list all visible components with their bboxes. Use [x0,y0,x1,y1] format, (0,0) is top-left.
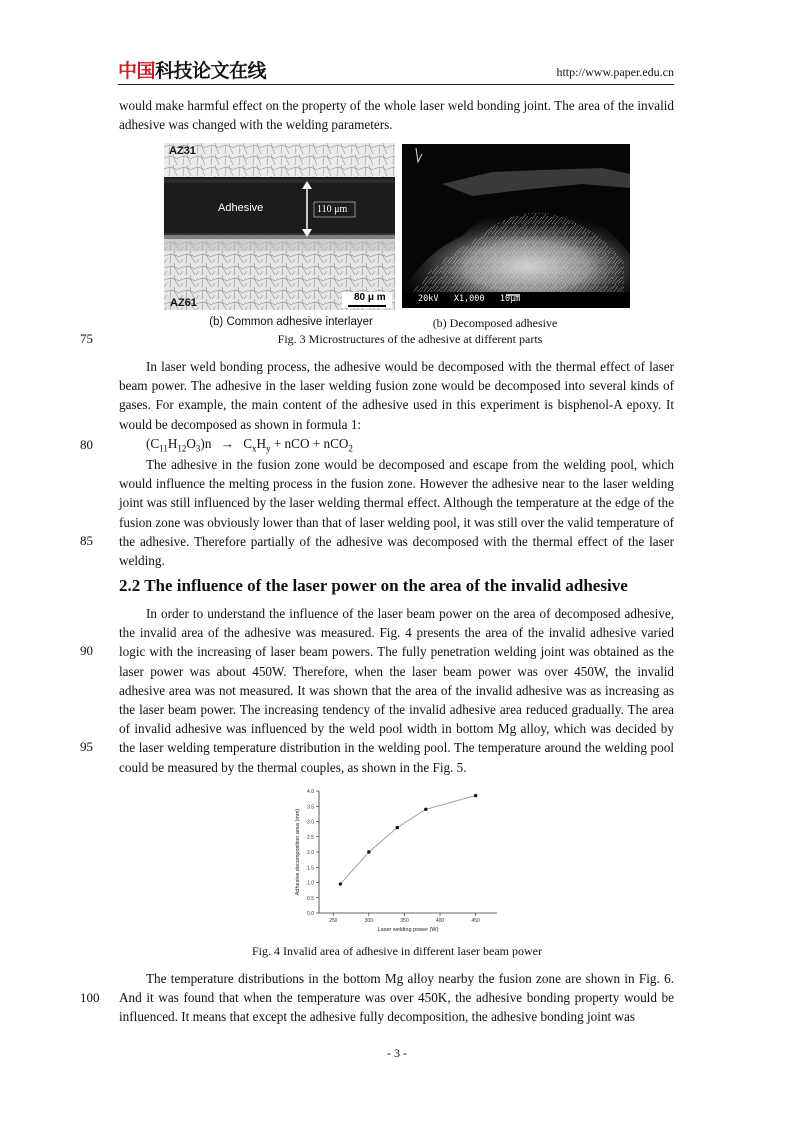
line-number-100: 100 [80,990,100,1005]
x-tick-label: 350 [400,918,409,924]
y-tick-label: 0.0 [307,911,314,917]
line-number-75: 75 [80,331,93,346]
formula-part: H [256,436,267,451]
fig3-subcaption-b: (b) Decomposed adhesive [432,316,558,330]
fig4-chart-svg [285,783,505,938]
fig3-sem-right [402,144,630,308]
series-line [340,796,475,884]
x-tick-label: 450 [471,918,480,924]
formula-part: C [243,436,252,451]
line-number-95: 95 [80,739,93,754]
paragraph-2: In laser weld bonding process, the adhesive would be decomposed with the thermal effect of laser beam power. The adhesive in the laser welding fusion zone would be decomposed into several kinds of gases. For example, the main content of the adhesive used in this experiment is bisphenol-A epoxy. It would be decomposed as shown in formula 1: [119,359,674,432]
formula-part: )n [200,436,212,451]
data-point [396,826,399,829]
header-rule [118,84,674,85]
fig3-left-svg [164,143,395,310]
fig3-label-az31: AZ31 [169,145,196,157]
data-point [339,882,342,885]
y-axis-label: Adhesive decomposition area (mm) [295,808,301,896]
header-url: http://www.paper.edu.cn [556,65,674,79]
formula-part: O [186,436,196,451]
fig3-caption: Fig. 3 Microstructures of the adhesive at different parts [277,332,543,346]
y-tick-label: 2.0 [307,850,314,856]
page-header [118,56,674,82]
y-tick-label: 2.5 [307,834,314,841]
fig3-micrograph-left [164,143,395,310]
formula-sub: 2 [348,443,353,454]
x-tick-label: 300 [364,918,374,924]
page-number: - 3 - [387,1046,407,1060]
y-tick-label: 4.0 [307,789,314,795]
formula-arrow: → [220,436,234,451]
line-number-85: 85 [80,533,93,548]
formula-sub: 11 [159,443,168,454]
line-number-80: 80 [80,437,93,452]
y-tick-label: 1.5 [307,865,314,872]
formula-part: + nCO + nCO [270,436,349,451]
line-number-90: 90 [80,643,93,658]
section-heading: 2.2 The influence of the laser power on the area of the invalid adhesive [119,576,628,595]
fig3-right-svg [402,144,630,308]
formula-sub: 12 [177,443,187,454]
site-logo [118,56,266,83]
fig3-label-adhesive: Adhesive [218,202,264,214]
data-point [424,808,427,811]
fig3-sem-info: 20kV X1,000 10μm [418,294,521,304]
paragraph-4: In order to understand the influence of the laser beam power on the area of decomposed adhesive, the invalid area of the adhesive was measured. Fig. 4 presents the area of the invalid adhesive varied logic with the increasing of laser beam powers. The fully penetration welding joint was obtained as the laser power was about 450W. Therefore, when the laser beam power was over 450W, the invalid adhesive area was not measured. It was shown that the area of the invalid adhesive was as increasing as the laser beam power. The increasing tendency of the invalid adhesive area reduced gradually. The area of invalid adhesive was influenced by the weld pool width in bottom Mg alloy, which was decided by the laser welding temperature distribution in the welding pool. The temperature around the welding pool could be measured by the thermal couples, as shown in the Fig. 5. [119,606,674,775]
fig3-scale-bar-label: 80 μ m [354,292,386,303]
data-point [367,850,370,853]
fig3-label-az61: AZ61 [170,297,197,309]
formula-part: H [167,436,178,451]
x-tick-label: 250 [329,918,338,924]
formula-sub: x [252,443,257,454]
fig3-label-dimension: 110 μm [317,204,348,215]
formula-sub: 3 [195,443,201,454]
formula-1 [146,436,353,454]
data-point [474,794,477,797]
y-tick-label: 3.0 [307,819,314,826]
fig4-caption: Fig. 4 Invalid area of adhesive in different laser beam power [251,944,542,958]
x-axis-label: Laser welding power (W) [377,927,439,933]
paragraph-3: The adhesive in the fusion zone would be decomposed and escape from the welding pool, which would influence the melting process in the fusion zone. However the adhesive near to the laser welding joint was still influenced by the laser welding thermal effect. Although the temperature at the edge of the fusion zone was obviously lower than that of laser welding pool, it was still over the valid temperature of the adhesive. Therefore partially of the adhesive was decomposed with the thermal effect of the laser welding. [119,457,674,569]
paragraph-5: The temperature distributions in the bottom Mg alloy nearby the fusion zone are shown in Fig. 6. And it was found that when the temperature was over 450K, the adhesive bonding property would be influenced. It means that except the adhesive fully decomposition, the adhesive bonding joint was [119,971,674,1025]
fig3-subcaption-a: (b) Common adhesive interlayer [209,316,373,328]
fig4-chart [285,783,505,938]
paragraph-1: would make harmful effect on the property of the whole laser weld bonding joint. The area of the invalid adhesive was changed with the welding parameters. [119,98,674,133]
logo-black-text: 科技论文在线 [155,60,267,82]
logo-red-text: 中国 [118,60,156,82]
y-tick-label: 1.0 [307,880,314,887]
y-tick-label: 0.5 [307,895,314,902]
formula-sub: y [266,443,271,454]
x-tick-label: 400 [435,918,445,924]
formula-part: (C [146,436,160,451]
y-tick-label: 3.5 [307,804,314,811]
